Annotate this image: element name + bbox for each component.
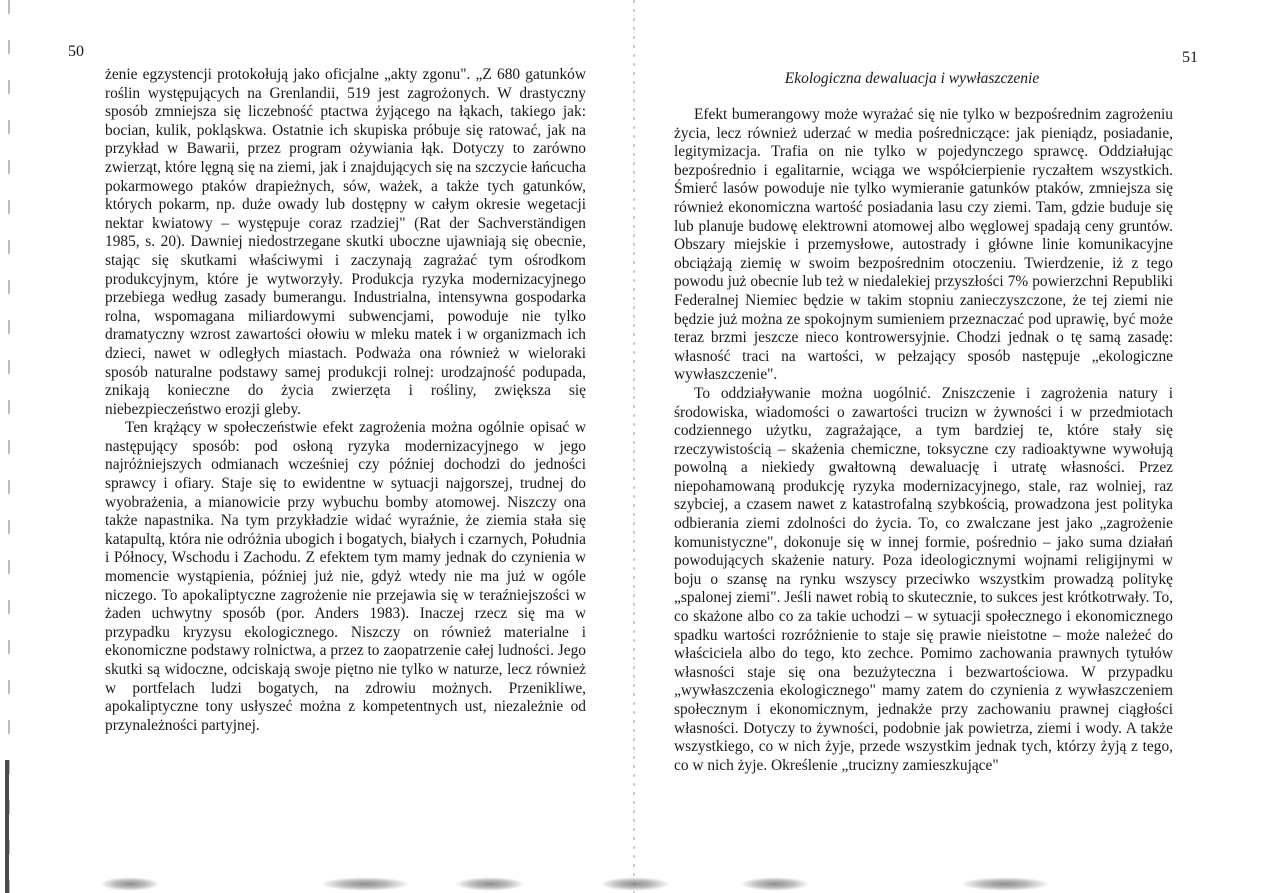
left-page-text [105, 66, 586, 735]
page-number-left: 50 [68, 43, 84, 60]
running-head: Ekologiczna dewaluacja i wywłaszczenie [784, 70, 1040, 87]
scan-smudge [600, 877, 670, 891]
scan-smudge [740, 877, 810, 891]
right-paragraph-2: To oddziaływanie można uogólnić. Zniszczenie i zagrożenia natury i środowiska, wiadomości o zawartości trucizn w żywności i w przedmiotach codziennego użytku, zagrażające, a tym bardziej te, które stały się rzeczywistością – skażenia chemiczne, toksyczne czy radioaktywne wywołują powolną a niekiedy gwałtowną dewaluację i utratę własności. Przez niepohamowaną produkcję ryzyka modernizacyjnego, stale, raz wolniej, raz szybciej, a czasem nawet z katastrofalną szybkością, prowadzona jest polityka odbierania ziemi zdolności do życia. To, co zwalczane jest jako „zagrożenie komunistyczne", dokonuje się w innej formie, pośrednio – jako suma działań powodujących skażenie natury. Poza ideologicznymi wojnami religijnymi w boju o szansę na rynku wszyscy przeciwko wszystkim prowadzą politykę „spalonej ziemi". Jeśli nawet robią to skutecznie, to sukces jest krótkotrwały. To, co skażone albo co za takie uchodzi – w sytuacji społecznego i ekonomicznego spadku wartości rozróżnienie to staje się prawie nieistotne – może należeć do właściciela albo do tego, kto zechce. Pomimo zachowania prawnych tytułów własności staje się ona bezużyteczna i bezwartościowa. W przypadku „wywłaszczenia ekologicznego" mamy zatem do czynienia z wywłaszczeniem społecznym i ekonomicznym, jednakże przy zachowaniu prawnej ciągłości własności. Dotyczy to żywności, podobnie jak powietrza, ziemi i wody. A także wszystkiego, co w nich żyje, przede wszystkim jednak tych, którzy żyją z tego, co w nich żyje. Określenie „trucizny zamieszkujące" [674, 384, 1173, 774]
page-edge-shadow [5, 760, 9, 893]
left-paragraph-2: Ten krążący w społeczeństwie efekt zagrożenia można ogólnie opisać w następujący sposób: pod osłoną ryzyka modernizacyjnego w jego najróżniejszych odmianach wcześniej czy później dochodzi do jedności sprawcy i ofiary. Staje się to ewidentne w sytuacji najgorszej, trudnej do wyobrażenia, a mianowicie przy wybuchu bomby atomowej. Niszczy ona także napastnika. Na tym przykładzie widać wyraźnie, że ziemia stała się katapultą, która nie odróżnia ubogich i bogatych, białych i czarnych, Południa i Północy, Wschodu i Zachodu. Z efektem tym mamy jednak do czynienia w momencie wystąpienia, później już nie, gdyż wtedy nie ma już w ogóle niczego. To apokaliptyczne zagrożenie nie przejawia się w teraźniejszości w żaden uchwytny sposób (por. Anders 1983). Inaczej rzecz się ma w przypadku kryzysu ekologicznego. Niszczy on również materialne i ekonomiczne podstawy rolnictwa, a przez to zaopatrzenie całej ludności. Jego skutki są widoczne, odciskają swoje piętno nie tylko w naturze, lecz również w portfelach ludzi bogatych, na zdrowiu możnych. Przenikliwe, apokaliptyczne tony usłyszeć można z kompetentnych ust, niezależnie od przynależności partyjnej. [105, 419, 586, 734]
scan-smudge [960, 877, 1050, 891]
scan-smudge [320, 877, 410, 891]
left-paragraph-1: żenie egzystencji protokołują jako oficjalne „akty zgonu". „Z 680 gatunków roślin występujących na Grenlandii, 519 jest zagrożonych. W drastyczny sposób zmniejsza się liczebność ptactwa żyjącego na łąkach, takiego jak: bocian, kulik, pokląskwa. Ostatnie ich skupiska próbuje się ratować, jak na przykład w Bawarii, przez program ożywiania łąk. Dotyczy to zarówno zwierząt, które lęgną się na ziemi, jak i znajdujących się na szczycie łańcucha pokarmowego ptaków drapieżnych, sów, ważek, a także tych gatunków, których pokarm, np. duże owady lub dostępny w całym okresie wegetacji nektar kwiatowy – występuje coraz rzadziej" (Rat der Sachverständigen 1985, s. 20). Dawniej niedostrzegane skutki uboczne ujawniają się obecnie, stając się skutkami właściwymi i zaczynają zagrażać tym ośrodkom produkcyjnym, które je wytworzyły. Produkcja ryzyka modernizacyjnego przebiega według zasady bumerangu. Industrialna, intensywna gospodarka rolna, wspomagana miliardowymi subwencjami, powoduje nie tylko dramatyczny wzrost zawartości ołowiu w mleku matek i w organizmach ich dzieci, nawet w odległych miastach. Podważa ona również w wieloraki sposób naturalne podstawy samej produkcji rolnej: urodzajność podupada, znikają konieczne do życia zwierzęta i rośliny, zwiększa się niebezpieczeństwo erozji gleby. [105, 66, 586, 418]
scan-smudge [455, 877, 525, 891]
book-gutter [633, 0, 635, 893]
right-paragraph-1: Efekt bumerangowy może wyrażać się nie tylko w bezpośrednim zagrożeniu życia, lecz również uderzać w media pośredniczące: jak pieniądz, posiadanie, legitymizacja. Trafia on nie tylko w pojedynczego sprawcę. Oddziałując bezpośrednio i egalitarnie, wciąga we współcierpienie ryczałtem wszystkich. Śmierć lasów powoduje nie tylko wymieranie gatunków ptaków, zmniejsza się również ekonomiczna wartość posiadania lasu czy ziemi. Tam, gdzie buduje się lub planuje budowę elektrowni atomowej albo węglowej spadają ceny gruntów. Obszary miejskie i przemysłowe, autostrady i główne linie komunikacyjne obciążają ziemię w swoim bezpośrednim otoczeniu. Twierdzenie, iż z tego powodu już obecnie lub też w niedalekiej przyszłości 7% powierzchni Republiki Federalnej Niemiec będzie w takim stopniu zanieczyszczone, że tej ziemi nie będzie już można ze spokojnym sumieniem przeznaczać pod uprawię, być może teraz brzmi jeszcze nieco kontrowersyjnie. Chodzi jednak o tę samą zasadę: własność traci na wartości, w pełzający sposób następuje „ekologiczne wywłaszczenie". [674, 106, 1173, 384]
page-number-right: 51 [1182, 49, 1198, 66]
scan-smudge [100, 877, 160, 891]
right-page-text [674, 106, 1173, 775]
